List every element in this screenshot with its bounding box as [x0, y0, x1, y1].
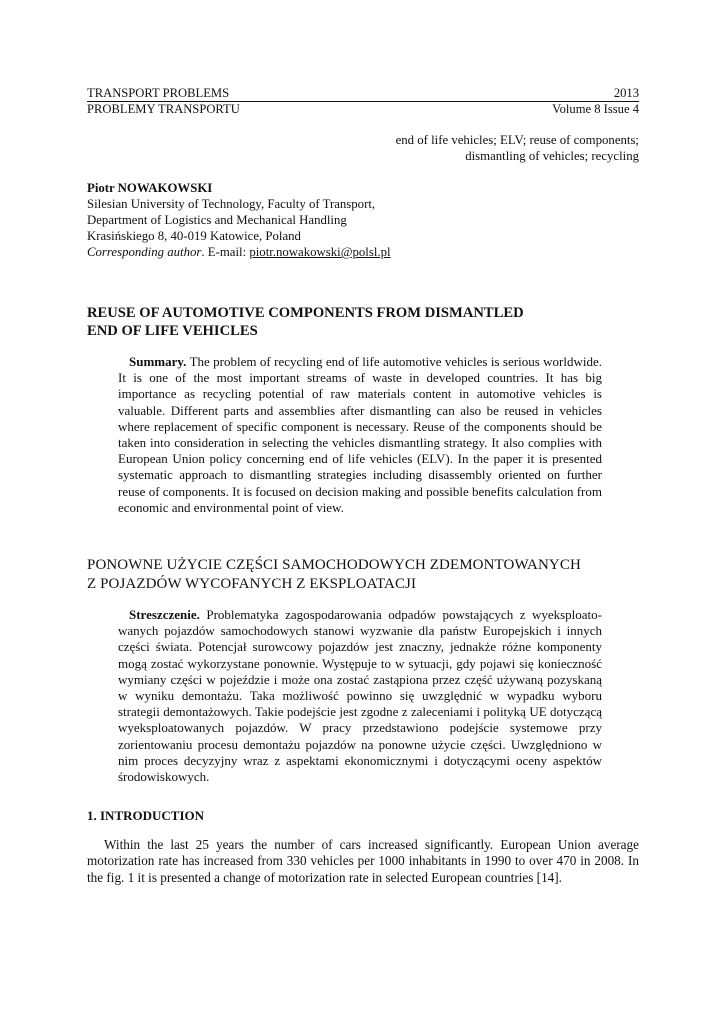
keywords	[279, 133, 639, 165]
paper-title-en	[87, 304, 524, 340]
paper-title-pl	[87, 556, 581, 593]
address-line: Krasińskiego 8, 40-019 Katowice, Poland	[87, 229, 301, 243]
title-line: END OF LIFE VEHICLES	[87, 323, 258, 339]
streszczenie-label: Streszczenie.	[129, 607, 200, 622]
journal-title-pl: PROBLEMY TRANSPORTU	[87, 102, 240, 116]
keywords-line: end of life vehicles; ELV; reuse of components;	[395, 133, 639, 147]
summary-abstract	[118, 354, 602, 516]
title-line: Z POJAZDÓW WYCOFANYCH Z EKSPLOATACJI	[87, 575, 417, 592]
introduction-body	[87, 837, 639, 886]
body-paragraph: Within the last 25 years the number of cars increased significantly. European Union average motorization rate has increased from 330 vehicles per 1000 inhabitants in 1990 to over 470 in 2008. In the fig. 1 it is presented a change of motorization rate in selected European countries [14].	[87, 837, 639, 885]
publication-year: 2013	[613, 86, 639, 100]
streszczenie-text: Problematyka zagospodarowania odpadów powstających z wyeksploato-wanych pojazdów samochodowych stanowi wyzwanie dla państw Europejskich i innych części świata. Potencjał surowcowy pojazdów jest znaczny, jednakże różne komponenty mogą zostać wykorzystane ponownie. Występuje to w sytuacji, gdy pojawi się konieczność wymiany części w pojeździe i może ona zostać zastąpiona przez część używaną pozyskaną w wyniku demontażu. Taka możliwość powinno się uwzględnić w wypadku wyboru strategii demontażowych. Takie podejście jest zgodne z zaleceniami i polityką UE dotyczącą wyeksploatowanych pojazdów. W pracy przedstawiono podejście systemowe przy zorientowaniu procesu demontażu pojazdów na ponowne użycie części. Uwzględniono w nim proces decyzyjny wraz z aspektami ekonomicznymi i dotyczącymi oceny aspektów środowiskowych.	[118, 607, 602, 785]
author-block	[87, 180, 391, 260]
summary-label: Summary.	[129, 354, 187, 369]
title-line: REUSE OF AUTOMOTIVE COMPONENTS FROM DISMANTLED	[87, 305, 524, 321]
email-link[interactable]: piotr.nowakowski@polsl.pl	[249, 245, 391, 259]
affiliation-line: Silesian University of Technology, Faculty of Transport,	[87, 197, 376, 211]
email-prefix: . E-mail:	[201, 245, 250, 259]
keywords-line: dismantling of vehicles; recycling	[465, 148, 639, 163]
corresponding-author-line	[87, 244, 391, 260]
streszczenie-abstract	[118, 607, 602, 785]
affiliation-line: Department of Logistics and Mechanical Handling	[87, 213, 347, 227]
volume-issue: Volume 8 Issue 4	[552, 102, 639, 116]
summary-text: The problem of recycling end of life automotive vehicles is serious worldwide. It is one of the most important streams of waste in developed countries. It has big importance as recycling potential of raw materials content in automotive vehicles is valuable. Different parts and assemblies after dismantling can also be reused in vehicles where replacement of specific component is necessary. Reuse of the components should be taken into consideration in selecting the vehicles dismantling strategy. It also complies with European Union policy concerning end of life vehicles (ELV). In the paper it is presented systematic approach to dismantling strategies including disassembly oriented on further reuse of components. It is focused on decision making and possible benefits calculation from economic and environmental point of view.	[118, 354, 602, 515]
title-line: PONOWNE UŻYCIE CZĘŚCI SAMOCHODOWYCH ZDEMONTOWANYCH	[87, 557, 581, 573]
corresponding-author-label: Corresponding author	[87, 245, 202, 259]
author-name: Piotr NOWAKOWSKI	[87, 181, 213, 195]
journal-title-en: TRANSPORT PROBLEMS	[87, 86, 230, 100]
running-header-bottom	[87, 102, 639, 117]
running-header-top	[87, 86, 639, 101]
section-heading-introduction: 1. INTRODUCTION	[87, 808, 205, 823]
